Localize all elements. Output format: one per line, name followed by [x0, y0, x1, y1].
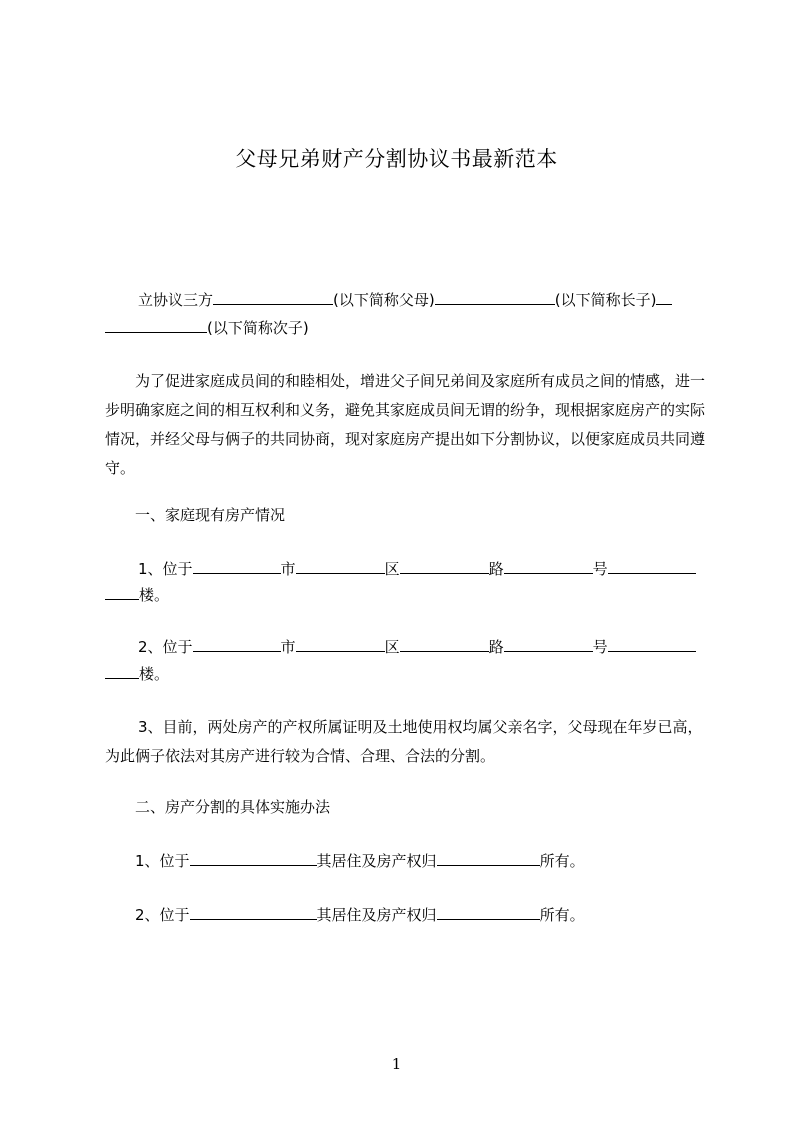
blank: [608, 636, 696, 652]
intro-paragraph: [105, 367, 711, 483]
blank: [504, 558, 593, 574]
blank: [400, 558, 489, 574]
blank-elder: [435, 289, 555, 305]
section1-item1-line1: 1、位于 市 区 路 号: [105, 554, 705, 584]
section1-item2-line1: 2、位于 市 区 路 号: [105, 632, 705, 662]
parties-line-2: [105, 313, 705, 343]
parties-line-1: [105, 285, 705, 315]
parties-elder: (以下简称长子): [554, 291, 657, 309]
section2-item2: 2、位于 其居住及房产权归 所有。: [135, 906, 585, 924]
section1-item3: 3、目前，两处房产的产权所属证明及土地使用权均属父亲名字，父母现在年岁已高，为此俩子依法对其房产进行较为合情、合理、合法的分割。: [105, 718, 703, 765]
section1-item1-line2: 楼。: [105, 580, 705, 610]
section1-item2-line2: 楼。: [105, 659, 705, 689]
blank-younger: [105, 317, 207, 333]
section1-heading: 一、家庭现有房产情况: [135, 506, 286, 524]
blank: [296, 636, 385, 652]
blank: [105, 584, 139, 600]
section2-heading: 二、房产分割的具体实施办法: [135, 798, 331, 816]
blank-younger-start: [656, 289, 672, 305]
blank: [190, 904, 317, 920]
blank: [193, 636, 281, 652]
blank: [504, 636, 593, 652]
intro-text: 为了促进家庭成员间的和睦相处，增进父子间兄弟间及家庭所有成员之间的情感，进一步明确家庭之间的相互权利和义务，避免其家庭成员间无谓的纷争，现根据家庭房产的实际情况，并经父母与俩子的共同协商，现对家庭房产提出如下分割协议，以便家庭成员共同遵守。: [105, 372, 706, 477]
page-number: 1: [391, 1055, 402, 1073]
blank: [105, 663, 139, 679]
blank: [193, 558, 281, 574]
parties-younger: (以下简称次子): [207, 319, 309, 337]
parties-lead: 立协议三方: [138, 291, 214, 309]
blank: [296, 558, 385, 574]
blank-parent: [213, 289, 333, 305]
blank: [437, 904, 540, 920]
blank: [437, 850, 540, 866]
section2-item1: 1、位于 其居住及房产权归 所有。: [135, 852, 585, 870]
blank: [400, 636, 489, 652]
parties-parent: (以下简称父母): [333, 291, 435, 309]
blank: [190, 850, 317, 866]
blank: [608, 558, 696, 574]
document-title: 父母兄弟财产分割协议书最新范本: [235, 147, 558, 171]
